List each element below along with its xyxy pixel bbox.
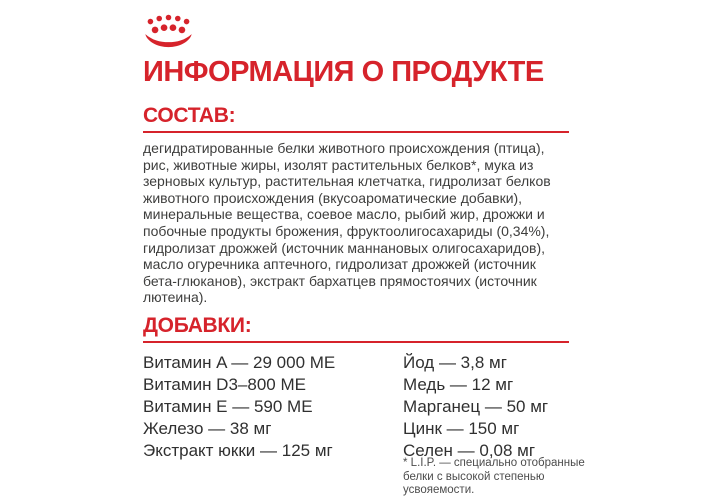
footnote: * L.I.P. — специально отобранные белки с высокой степенью усвояемости. <box>403 457 585 496</box>
additive-item: Цинк — 150 мг <box>403 418 520 438</box>
additives-left-column <box>143 352 403 462</box>
page-title: ИНФОРМАЦИЯ О ПРОДУКТЕ <box>143 56 544 88</box>
additives-divider <box>143 341 569 343</box>
additive-item: Железо — 38 мг <box>143 418 272 438</box>
additives-columns <box>143 352 569 462</box>
composition-text: дегидратированные белки животного происхождения (птица), рис, животные жиры, изолят растительных белков*, мука из зерновых культур, растительная клетчатка, гидролизат белков животного происхождения (вкусоароматические добавки), минеральные вещества, соевое масло, рыбий жир, дрожжи и побочные продукты брожения, фруктоолигосахариды (0,34%), гидролизат дрожжей (источник маннановых олигосахаридов), масло огуречника аптечного, гидролизат дрожжей (источник бета-глюканов), экстракт бархатцев прямостоячих (источник лютеина). <box>143 140 551 306</box>
composition-divider <box>143 131 569 133</box>
additives-heading: ДОБАВКИ: <box>143 313 252 337</box>
additive-item: Витамин D3–800 МЕ <box>143 374 306 394</box>
additive-item: Экстракт юкки — 125 мг <box>143 440 333 460</box>
additive-item: Марганец — 50 мг <box>403 396 549 416</box>
additive-item: Селен — 0,08 мг <box>403 440 536 460</box>
brand-logo <box>143 10 569 48</box>
composition-heading: СОСТАВ: <box>143 104 236 127</box>
product-info-panel <box>143 0 569 462</box>
additive-item: Витамин A — 29 000 МЕ <box>143 352 336 372</box>
crown-icon <box>143 10 194 48</box>
additives-section <box>143 314 569 462</box>
additives-right-column <box>403 352 569 462</box>
additive-item: Йод — 3,8 мг <box>403 352 507 372</box>
composition-section <box>143 104 569 306</box>
additive-item: Медь — 12 мг <box>403 374 514 394</box>
additive-item: Витамин E — 590 МЕ <box>143 396 313 416</box>
